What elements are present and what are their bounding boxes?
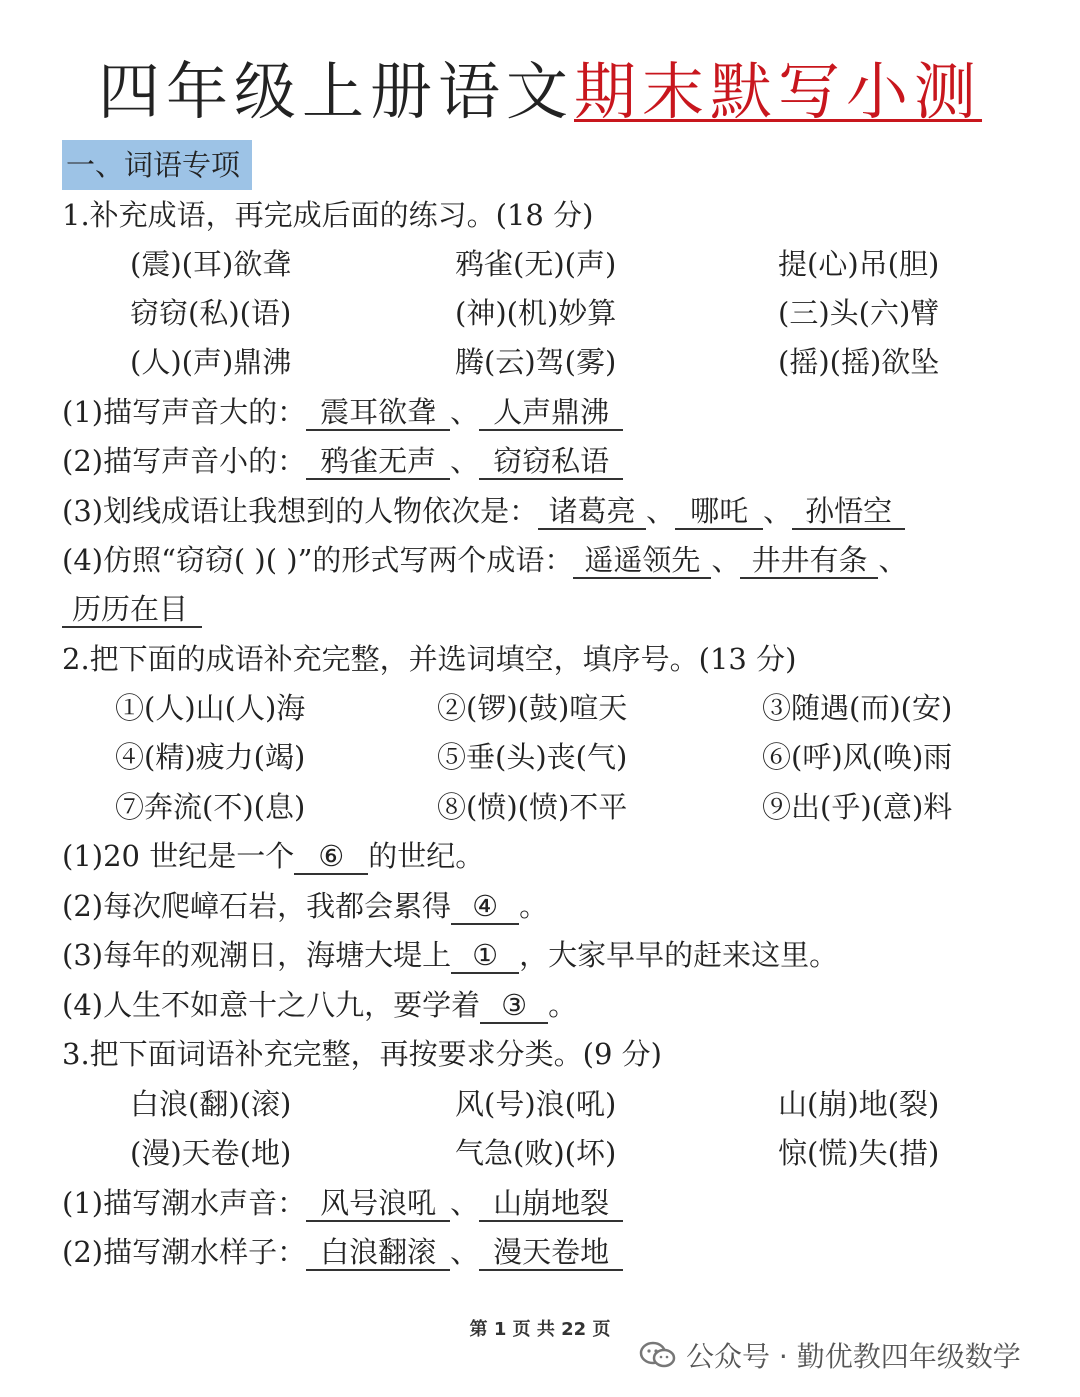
q3-heading: 3.把下面词语补充完整，再按要求分类。(9 分) xyxy=(62,1037,662,1071)
idiom: ②(锣)(鼓)喧天 xyxy=(437,691,628,725)
wechat-icon xyxy=(638,1340,678,1370)
watermark: 公众号 · 勤优教四年级数学 xyxy=(638,1335,1021,1375)
idiom: (漫)天卷(地) xyxy=(130,1136,292,1170)
idiom: (摇)(摇)欲坠 xyxy=(778,345,940,379)
idiom: (三)头(六)臂 xyxy=(778,296,940,330)
answer: ① xyxy=(451,938,519,974)
answer: 诸葛亮 xyxy=(538,494,646,530)
idiom: 腾(云)驾(雾) xyxy=(455,345,617,379)
q3-sub1: (1)描写潮水声音： 风号浪吼 、 山崩地裂 xyxy=(62,1183,623,1223)
idiom: ⑥(呼)风(唤)雨 xyxy=(762,740,953,774)
answer: 白浪翻滚 xyxy=(306,1235,450,1271)
answer: 遥遥领先 xyxy=(573,543,711,579)
idiom: (神)(机)妙算 xyxy=(455,296,617,330)
q1-sub4-cont xyxy=(62,589,202,629)
idiom: ③随遇(而)(安) xyxy=(762,691,953,725)
idiom: (人)(声)鼎沸 xyxy=(130,345,292,379)
answer: 井井有条 xyxy=(740,543,878,579)
answer: 人声鼎沸 xyxy=(479,395,623,431)
answer: 孙悟空 xyxy=(792,494,905,530)
idiom: ⑨出(乎)(意)料 xyxy=(762,790,953,824)
idiom: (震)(耳)欲聋 xyxy=(130,247,292,281)
answer: 鸦雀无声 xyxy=(306,444,450,480)
q3-sub2: (2)描写潮水样子： 白浪翻滚 、 漫天卷地 xyxy=(62,1232,623,1272)
idiom: ⑤垂(头)丧(气) xyxy=(437,740,628,774)
idiom: 窃窃(私)(语) xyxy=(130,296,292,330)
q2-heading: 2.把下面的成语补充完整，并选词填空，填序号。(13 分) xyxy=(62,642,797,676)
q1-sub3: (3)划线成语让我想到的人物依次是： 诸葛亮 、 哪吒 、 孙悟空 xyxy=(62,491,905,531)
page-number: 第 1 页 共 22 页 xyxy=(469,1319,611,1340)
idiom: 山(崩)地(裂) xyxy=(778,1087,940,1121)
idiom: ⑦奔流(不)(息) xyxy=(115,790,306,824)
title-black: 四年级上册语文 xyxy=(97,55,574,128)
q2-sub1: (1)20 世纪是一个 ⑥ 的世纪。 xyxy=(62,839,485,873)
answer: ③ xyxy=(480,988,548,1024)
answer: 震耳欲聋 xyxy=(306,395,450,431)
answer: 窃窃私语 xyxy=(479,444,623,480)
q1-sub4: (4)仿照“窃窃( )( )”的形式写两个成语： 遥遥领先 、 井井有条 、 xyxy=(62,543,908,577)
idiom: 惊(慌)失(措) xyxy=(778,1136,940,1170)
section-header: 一、词语专项 xyxy=(62,140,252,190)
idiom: 白浪(翻)(滚) xyxy=(130,1087,292,1121)
answer: 山崩地裂 xyxy=(479,1186,623,1222)
answer: 风号浪吼 xyxy=(306,1186,450,1222)
q1-heading: 1.补充成语，再完成后面的练习。(18 分) xyxy=(62,198,594,232)
idiom: 提(心)吊(胆) xyxy=(778,247,940,281)
idiom: 气急(败)(坏) xyxy=(455,1136,617,1170)
q2-sub4: (4)人生不如意十之八九，要学着 ③ 。 xyxy=(62,988,578,1022)
idiom: ⑧(愤)(愤)不平 xyxy=(437,790,628,824)
q2-sub2: (2)每次爬嶂石岩，我都会累得 ④ 。 xyxy=(62,889,549,923)
page-title xyxy=(0,52,1080,132)
answer: 漫天卷地 xyxy=(479,1235,623,1271)
idiom: ④(精)疲力(竭) xyxy=(115,740,306,774)
answer: 历历在目 xyxy=(62,592,202,628)
idiom: 风(号)浪(吼) xyxy=(455,1087,617,1121)
answer: ④ xyxy=(451,889,519,925)
answer: ⑥ xyxy=(294,839,368,875)
answer: 哪吒 xyxy=(675,494,763,530)
q1-sub2: (2)描写声音小的： 鸦雀无声 、 窃窃私语 xyxy=(62,441,623,481)
idiom: ①(人)山(人)海 xyxy=(115,691,306,725)
q1-sub1: (1)描写声音大的： 震耳欲聋 、 人声鼎沸 xyxy=(62,392,623,432)
title-red: 期末默写小测 xyxy=(574,55,983,128)
idiom: 鸦雀(无)(声) xyxy=(455,247,617,281)
q2-sub3: (3)每年的观潮日，海塘大堤上 ① ，大家早早的赶来这里。 xyxy=(62,938,839,972)
